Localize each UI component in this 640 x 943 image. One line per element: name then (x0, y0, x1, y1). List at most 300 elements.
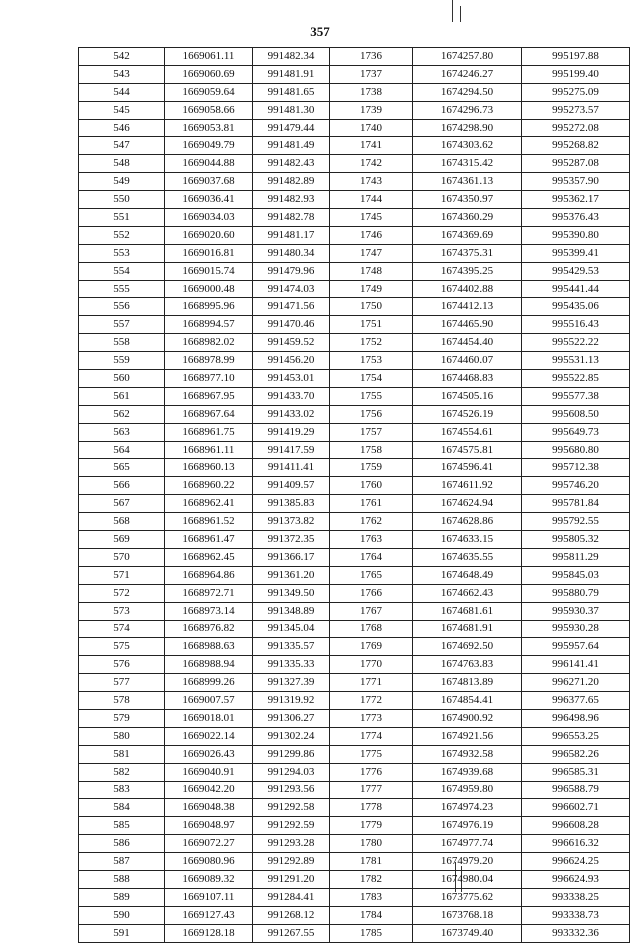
table-cell: 1668967.95 (165, 387, 253, 405)
table-cell: 1668961.11 (165, 441, 253, 459)
table-cell: 1674813.89 (413, 674, 522, 692)
table-cell: 995608.50 (522, 405, 630, 423)
table-cell: 1674854.41 (413, 692, 522, 710)
table-cell: 996585.31 (522, 763, 630, 781)
table-row (79, 495, 630, 513)
table-cell: 582 (79, 763, 165, 781)
table-cell: 995197.88 (522, 48, 630, 66)
table-cell: 995577.38 (522, 387, 630, 405)
table-cell: 991481.30 (253, 101, 330, 119)
table-cell: 571 (79, 566, 165, 584)
table-cell: 1674303.62 (413, 137, 522, 155)
table-cell: 1674369.69 (413, 226, 522, 244)
table-row (79, 763, 630, 781)
table-cell: 991335.33 (253, 656, 330, 674)
table-cell: 1736 (330, 48, 413, 66)
table-cell: 561 (79, 387, 165, 405)
table-cell: 1777 (330, 781, 413, 799)
table-cell: 580 (79, 727, 165, 745)
table-cell: 991453.01 (253, 370, 330, 388)
table-cell: 991299.86 (253, 745, 330, 763)
table-cell: 996271.20 (522, 674, 630, 692)
table-row (79, 584, 630, 602)
table-row (79, 835, 630, 853)
table-cell: 995362.17 (522, 191, 630, 209)
table-cell: 1778 (330, 799, 413, 817)
table-cell: 1674246.27 (413, 65, 522, 83)
table-cell: 1752 (330, 334, 413, 352)
table-cell: 1674298.90 (413, 119, 522, 137)
table-cell: 1668973.14 (165, 602, 253, 620)
table-cell: 1757 (330, 423, 413, 441)
table-cell: 589 (79, 888, 165, 906)
table-cell: 566 (79, 477, 165, 495)
table-cell: 995441.44 (522, 280, 630, 298)
table-cell: 559 (79, 352, 165, 370)
table-cell: 995649.73 (522, 423, 630, 441)
table-cell: 1754 (330, 370, 413, 388)
table-cell: 1669037.68 (165, 173, 253, 191)
table-cell: 1783 (330, 888, 413, 906)
table-cell: 1744 (330, 191, 413, 209)
table-cell: 1668999.26 (165, 674, 253, 692)
table-cell: 991480.34 (253, 244, 330, 262)
table-cell: 991433.02 (253, 405, 330, 423)
table-cell: 991327.39 (253, 674, 330, 692)
table-cell: 995268.82 (522, 137, 630, 155)
table-cell: 1673749.40 (413, 924, 522, 942)
table-cell: 991373.82 (253, 513, 330, 531)
table-cell: 991292.59 (253, 817, 330, 835)
table-row (79, 620, 630, 638)
table-cell: 991482.93 (253, 191, 330, 209)
table-cell: 1746 (330, 226, 413, 244)
table-cell: 991419.29 (253, 423, 330, 441)
table-cell: 581 (79, 745, 165, 763)
table-cell: 996624.25 (522, 853, 630, 871)
table-cell: 1768 (330, 620, 413, 638)
table-cell: 1668960.22 (165, 477, 253, 495)
table-row (79, 405, 630, 423)
table-cell: 991366.17 (253, 548, 330, 566)
table-cell: 1669048.97 (165, 817, 253, 835)
table-cell: 1674526.19 (413, 405, 522, 423)
table-cell: 1669034.03 (165, 209, 253, 227)
table-cell: 991470.46 (253, 316, 330, 334)
table-cell: 995680.80 (522, 441, 630, 459)
table-cell: 991474.03 (253, 280, 330, 298)
table-cell: 585 (79, 817, 165, 835)
table-row (79, 173, 630, 191)
table-cell: 996602.71 (522, 799, 630, 817)
table-cell: 991411.41 (253, 459, 330, 477)
table-cell: 1668961.75 (165, 423, 253, 441)
table-cell: 996141.41 (522, 656, 630, 674)
binding-mark-top (452, 0, 453, 22)
table-cell: 1753 (330, 352, 413, 370)
table-cell: 995273.57 (522, 101, 630, 119)
table-cell: 1669080.96 (165, 853, 253, 871)
table-cell: 1669072.27 (165, 835, 253, 853)
table-cell: 1674624.94 (413, 495, 522, 513)
table-cell: 1674681.91 (413, 620, 522, 638)
table-cell: 1669026.43 (165, 745, 253, 763)
table-cell: 1669053.81 (165, 119, 253, 137)
table-cell: 1669018.01 (165, 709, 253, 727)
table-cell: 991471.56 (253, 298, 330, 316)
table-row (79, 513, 630, 531)
table-cell: 995531.13 (522, 352, 630, 370)
table-cell: 1668967.64 (165, 405, 253, 423)
table-cell: 991292.58 (253, 799, 330, 817)
table-cell: 991482.34 (253, 48, 330, 66)
table-cell: 1674465.90 (413, 316, 522, 334)
table-cell: 1739 (330, 101, 413, 119)
table-cell: 1668978.99 (165, 352, 253, 370)
table-row (79, 566, 630, 584)
table-cell: 1759 (330, 459, 413, 477)
table-cell: 588 (79, 870, 165, 888)
table-cell: 1674350.97 (413, 191, 522, 209)
table-cell: 1674596.41 (413, 459, 522, 477)
table-cell: 1773 (330, 709, 413, 727)
table-cell: 1674959.80 (413, 781, 522, 799)
table-row (79, 262, 630, 280)
table-row (79, 441, 630, 459)
table-cell: 569 (79, 531, 165, 549)
table-row (79, 137, 630, 155)
table-cell: 1669036.41 (165, 191, 253, 209)
table-cell: 1769 (330, 638, 413, 656)
table-cell: 1669060.69 (165, 65, 253, 83)
table-cell: 995781.84 (522, 495, 630, 513)
table-cell: 1669044.88 (165, 155, 253, 173)
table-cell: 550 (79, 191, 165, 209)
table-cell: 995792.55 (522, 513, 630, 531)
table-cell: 1669048.38 (165, 799, 253, 817)
table-row (79, 477, 630, 495)
table-cell: 1674257.80 (413, 48, 522, 66)
table-cell: 1669059.64 (165, 83, 253, 101)
table-cell: 995957.64 (522, 638, 630, 656)
table-cell: 1669089.32 (165, 870, 253, 888)
table-cell: 565 (79, 459, 165, 477)
table-cell: 991348.89 (253, 602, 330, 620)
table-cell: 1674635.55 (413, 548, 522, 566)
table-cell: 1669015.74 (165, 262, 253, 280)
table-cell: 579 (79, 709, 165, 727)
table-cell: 1674360.29 (413, 209, 522, 227)
table-row (79, 387, 630, 405)
table-cell: 991409.57 (253, 477, 330, 495)
table-row (79, 48, 630, 66)
table-cell: 1668972.71 (165, 584, 253, 602)
table-cell: 1785 (330, 924, 413, 942)
table-cell: 1674361.13 (413, 173, 522, 191)
table-cell: 1674692.50 (413, 638, 522, 656)
table-cell: 1770 (330, 656, 413, 674)
table-cell: 1774 (330, 727, 413, 745)
table-row (79, 334, 630, 352)
table-cell: 991302.24 (253, 727, 330, 745)
table-cell: 1674575.81 (413, 441, 522, 459)
table-cell: 991267.55 (253, 924, 330, 942)
table-row (79, 226, 630, 244)
table-cell: 543 (79, 65, 165, 83)
table-cell: 991481.65 (253, 83, 330, 101)
table-cell: 546 (79, 119, 165, 137)
table-cell: 991385.83 (253, 495, 330, 513)
table-cell: 576 (79, 656, 165, 674)
table-cell: 1674315.42 (413, 155, 522, 173)
table-row (79, 709, 630, 727)
table-cell: 1674296.73 (413, 101, 522, 119)
table-cell: 1674681.61 (413, 602, 522, 620)
table-cell: 590 (79, 906, 165, 924)
table-cell: 1772 (330, 692, 413, 710)
table-cell: 577 (79, 674, 165, 692)
table-row (79, 65, 630, 83)
table-cell: 991268.12 (253, 906, 330, 924)
table-cell: 995746.20 (522, 477, 630, 495)
table-cell: 991456.20 (253, 352, 330, 370)
table-cell: 1668988.63 (165, 638, 253, 656)
table-cell: 995435.06 (522, 298, 630, 316)
table-cell: 1767 (330, 602, 413, 620)
table-cell: 991349.50 (253, 584, 330, 602)
table-cell: 996588.79 (522, 781, 630, 799)
table-cell: 1761 (330, 495, 413, 513)
table-cell: 1668962.45 (165, 548, 253, 566)
table-row (79, 459, 630, 477)
table-row (79, 298, 630, 316)
table-row (79, 745, 630, 763)
table-row (79, 155, 630, 173)
table-row (79, 727, 630, 745)
table-cell: 993338.25 (522, 888, 630, 906)
table-cell: 1669107.11 (165, 888, 253, 906)
table-row (79, 602, 630, 620)
table-cell: 995376.43 (522, 209, 630, 227)
table-cell: 991292.89 (253, 853, 330, 871)
table-cell: 995287.08 (522, 155, 630, 173)
table-cell: 1674763.83 (413, 656, 522, 674)
table-cell: 1674294.50 (413, 83, 522, 101)
table-cell: 1674505.16 (413, 387, 522, 405)
table-cell: 548 (79, 155, 165, 173)
table-cell: 1751 (330, 316, 413, 334)
table-cell: 991306.27 (253, 709, 330, 727)
table-cell: 991345.04 (253, 620, 330, 638)
table-row (79, 244, 630, 262)
table-cell: 995357.90 (522, 173, 630, 191)
table-cell: 991479.44 (253, 119, 330, 137)
table-cell: 567 (79, 495, 165, 513)
table-cell: 991459.52 (253, 334, 330, 352)
table-row (79, 817, 630, 835)
table-cell: 1668961.52 (165, 513, 253, 531)
table-cell: 1668977.10 (165, 370, 253, 388)
table-cell: 996616.32 (522, 835, 630, 853)
table-cell: 574 (79, 620, 165, 638)
table-cell: 996553.25 (522, 727, 630, 745)
table-cell: 1760 (330, 477, 413, 495)
table-cell: 995522.85 (522, 370, 630, 388)
table-cell: 1742 (330, 155, 413, 173)
table-cell: 558 (79, 334, 165, 352)
table-cell: 1763 (330, 531, 413, 549)
table-cell: 993338.73 (522, 906, 630, 924)
table-cell: 1668995.96 (165, 298, 253, 316)
coordinates-table-body (79, 48, 630, 943)
table-cell: 991433.70 (253, 387, 330, 405)
table-cell: 995805.32 (522, 531, 630, 549)
table-row (79, 352, 630, 370)
table-cell: 1674402.88 (413, 280, 522, 298)
table-cell: 1669020.60 (165, 226, 253, 244)
table-cell: 1747 (330, 244, 413, 262)
table-cell: 995712.38 (522, 459, 630, 477)
table-cell: 1668994.57 (165, 316, 253, 334)
table-cell: 1668961.47 (165, 531, 253, 549)
table-cell: 1740 (330, 119, 413, 137)
table-cell: 996624.93 (522, 870, 630, 888)
table-cell: 556 (79, 298, 165, 316)
table-cell: 1669058.66 (165, 101, 253, 119)
table-cell: 995275.09 (522, 83, 630, 101)
table-cell: 1764 (330, 548, 413, 566)
table-cell: 995399.41 (522, 244, 630, 262)
table-cell: 1668964.86 (165, 566, 253, 584)
table-cell: 557 (79, 316, 165, 334)
table-cell: 549 (79, 173, 165, 191)
table-cell: 1674628.86 (413, 513, 522, 531)
table-cell: 1669000.48 (165, 280, 253, 298)
table-cell: 995272.08 (522, 119, 630, 137)
table-cell: 1668982.02 (165, 334, 253, 352)
table-cell: 1669022.14 (165, 727, 253, 745)
table-row (79, 316, 630, 334)
table-cell: 991482.89 (253, 173, 330, 191)
table-cell: 544 (79, 83, 165, 101)
table-cell: 587 (79, 853, 165, 871)
table-cell: 995845.03 (522, 566, 630, 584)
table-cell: 554 (79, 262, 165, 280)
table-cell: 996582.26 (522, 745, 630, 763)
table-cell: 1674375.31 (413, 244, 522, 262)
table-cell: 568 (79, 513, 165, 531)
table-row (79, 101, 630, 119)
binding-mark-top-2 (460, 6, 461, 22)
table-cell: 542 (79, 48, 165, 66)
table-cell: 1669016.81 (165, 244, 253, 262)
table-cell: 564 (79, 441, 165, 459)
table-cell: 995522.22 (522, 334, 630, 352)
table-cell: 996608.28 (522, 817, 630, 835)
table-cell: 1743 (330, 173, 413, 191)
table-cell: 1674468.83 (413, 370, 522, 388)
table-cell: 1782 (330, 870, 413, 888)
table-cell: 1750 (330, 298, 413, 316)
table-cell: 1673768.18 (413, 906, 522, 924)
table-cell: 1669049.79 (165, 137, 253, 155)
table-cell: 1674554.61 (413, 423, 522, 441)
table-cell: 553 (79, 244, 165, 262)
table-row (79, 83, 630, 101)
table-cell: 1674921.56 (413, 727, 522, 745)
table-row (79, 853, 630, 871)
table-cell: 1674611.92 (413, 477, 522, 495)
table-cell: 1748 (330, 262, 413, 280)
table-row (79, 924, 630, 942)
table-cell: 991372.35 (253, 531, 330, 549)
table-cell: 991361.20 (253, 566, 330, 584)
table-row (79, 370, 630, 388)
table-cell: 995811.29 (522, 548, 630, 566)
table-cell: 991481.17 (253, 226, 330, 244)
table-cell: 560 (79, 370, 165, 388)
table-cell: 1669042.20 (165, 781, 253, 799)
table-row (79, 191, 630, 209)
table-cell: 991293.56 (253, 781, 330, 799)
table-cell: 1673775.62 (413, 888, 522, 906)
table-cell: 1738 (330, 83, 413, 101)
table-row (79, 888, 630, 906)
table-cell: 1674980.04 (413, 870, 522, 888)
table-cell: 1674974.23 (413, 799, 522, 817)
table-cell: 1771 (330, 674, 413, 692)
table-cell: 573 (79, 602, 165, 620)
table-cell: 1669061.11 (165, 48, 253, 66)
table-cell: 586 (79, 835, 165, 853)
table-cell: 1749 (330, 280, 413, 298)
table-cell: 1741 (330, 137, 413, 155)
table-row (79, 531, 630, 549)
table-cell: 591 (79, 924, 165, 942)
table-cell: 991293.28 (253, 835, 330, 853)
table-row (79, 656, 630, 674)
table-cell: 1765 (330, 566, 413, 584)
table-cell: 993332.36 (522, 924, 630, 942)
table-cell: 991482.43 (253, 155, 330, 173)
table-cell: 1745 (330, 209, 413, 227)
table-cell: 547 (79, 137, 165, 155)
table-cell: 1779 (330, 817, 413, 835)
table-cell: 995199.40 (522, 65, 630, 83)
table-cell: 1668976.82 (165, 620, 253, 638)
table-row (79, 781, 630, 799)
table-cell: 1775 (330, 745, 413, 763)
table-row (79, 548, 630, 566)
table-cell: 555 (79, 280, 165, 298)
table-row (79, 280, 630, 298)
table-row (79, 209, 630, 227)
table-cell: 991479.96 (253, 262, 330, 280)
table-row (79, 799, 630, 817)
table-cell: 1762 (330, 513, 413, 531)
table-cell: 991284.41 (253, 888, 330, 906)
table-cell: 1674662.43 (413, 584, 522, 602)
table-cell: 563 (79, 423, 165, 441)
table-cell: 1674979.20 (413, 853, 522, 871)
table-cell: 995880.79 (522, 584, 630, 602)
table-cell: 996377.65 (522, 692, 630, 710)
table-cell: 1669127.43 (165, 906, 253, 924)
table-cell: 995390.80 (522, 226, 630, 244)
table-cell: 995516.43 (522, 316, 630, 334)
table-cell: 551 (79, 209, 165, 227)
table-cell: 1668988.94 (165, 656, 253, 674)
